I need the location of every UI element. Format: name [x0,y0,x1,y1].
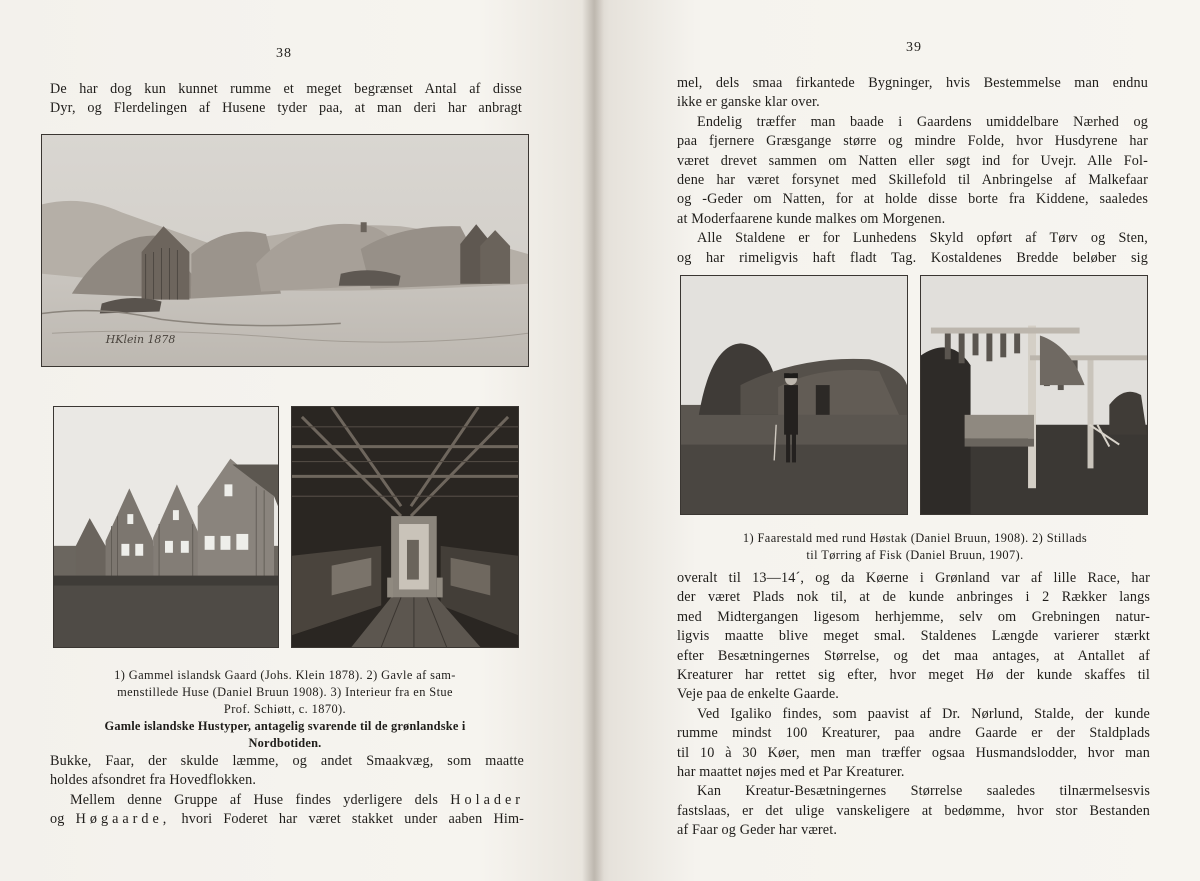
text-line: efter Besætningernes Størrelse, og det maa antages, at Antallet af [677,647,1150,664]
text-line: til 10 à 30 Køer, men man træffer ogsaa Husmandslodder, hvor man [677,744,1150,761]
figure-caption [52,667,518,752]
page-number: 39 [906,40,922,55]
artist-signature: HKlein 1878 [105,333,176,347]
caption-line: 1) Faarestald med rund Høstak (Daniel Bruun, 1908). 2) Stillads [742,531,1088,545]
text-fragment: og [50,811,65,828]
text-line: Kan Kreatur-Besætningernes Størrelse saaledes tilnærmelsesvis [697,783,1150,800]
text-line: overalt til 13—14´, og da Køerne i Grønland var af lille Race, har [677,570,1150,586]
text-line: der været Plads nok til, at de kunde anbringes i 2 Rækker langs [677,589,1150,606]
text-line: og -Geder om Natten, for at holde disse borte fra Kiddene, saaledes [677,191,1148,208]
photo-fish-drying-scaffold [920,275,1148,515]
text-line: Alle Staldene er for Lunhedens Skyld opført af Tørv og Sten, [697,230,1148,247]
paragraph-bottom [50,752,524,830]
text-line: af Faar og Geder har været. [677,822,838,839]
text-line: har maattet nøjes med et Par Kreaturer. [677,764,905,781]
caption-line: menstillede Huse (Daniel Bruun 1908). 3) Interieur fra en Stue [117,685,453,699]
text-fragment: Mellem denne Gruppe af Huse findes yderligere dels [70,791,439,808]
text-line: Endelig træffer man baade i Gaardens umiddelbare Nærhed og [697,113,1148,130]
caption-line: til Tørring af Fisk (Daniel Bruun, 1907). [806,548,1024,562]
text-line: mel, dels smaa firkantede Bygninger, hvis Bestemmelse man endnu [677,75,1148,91]
text-line: ikke er ganske klar over. [677,94,820,111]
text-line: holdes afsondret fra Hovedflokken. [50,772,257,789]
text-line: fastslaas, er det ulige vanskeligere at bedømme, hvor stor Bestanden [677,802,1150,819]
left-page [0,0,590,881]
photo-sheep-shed [680,275,908,515]
text-line [50,810,524,829]
text-line: og har rimeligvis haft fladt Tag. Kostaldenes Bredde beløber sig [677,249,1148,266]
text-line: paa fjernere Græsgange større og mindre Folde, hvor Husdyrene har [677,133,1148,150]
caption-line: Prof. Schiøtt, c. 1870). [223,702,347,716]
page-number: 38 [276,46,292,61]
photo-old-icelandic-farm [41,134,529,367]
figure-caption [680,530,1150,564]
caption-title: Gamle islandske Hustyper, antagelig svarende til de grønlandske i [104,719,466,733]
text-fragment: hvori Foderet har været stakket under aaben Him- [181,811,524,828]
text-line: dene har været forsynet med Skillefold til Anbringelse af Malkefaar [677,172,1148,189]
text-line: været drevet sammen om Natten eller søgt ind for Uvejr. Alle Fol- [677,152,1148,169]
term-hogaarde: Høgaarde, [75,811,171,828]
photo-gables [53,406,279,648]
photo-interior [291,406,519,648]
caption-line: 1) Gammel islandsk Gaard (Johs. Klein 1878). 2) Gavle af sam- [114,668,456,682]
text-line: De har dog kun kunnet rumme et meget begrænset Antal af disse [50,81,522,97]
text-line [50,791,524,810]
text-line: ligvis maatte blive meget smal. Staldenes Længde varierer stærkt [677,628,1150,645]
text-line: med Midtergangen ligesom herhjemme, selv om Grebningen natur- [677,608,1150,625]
text-line: Kreaturer har rettet sig efter, hvor meget Hø der kunde skaffes til [677,667,1150,684]
text-line: Bukke, Faar, der skulde læmme, og andet Smaakvæg, som maatte [50,753,524,769]
text-line: Ved Igaliko findes, som paavist af Dr. Nørlund, Stalde, der kunde [697,705,1150,722]
text-line: Veje paa de enkelte Gaarde. [677,686,839,703]
text-line: Dyr, og Flerdelingen af Husene tyder paa, at man deri har anbragt [50,100,522,117]
paragraph-top [50,80,522,119]
paragraph-top [677,74,1148,268]
text-line: at Moderfaarene kunde malkes om Morgenen. [677,210,946,227]
right-page [600,0,1200,881]
paragraph-bottom [677,569,1150,841]
caption-title: Nordbotiden. [248,736,322,750]
term-holader: Holader [450,791,524,808]
text-line: rumme mindst 100 Kreaturer, paa andre Gaarde er der Staldplads [677,725,1150,742]
